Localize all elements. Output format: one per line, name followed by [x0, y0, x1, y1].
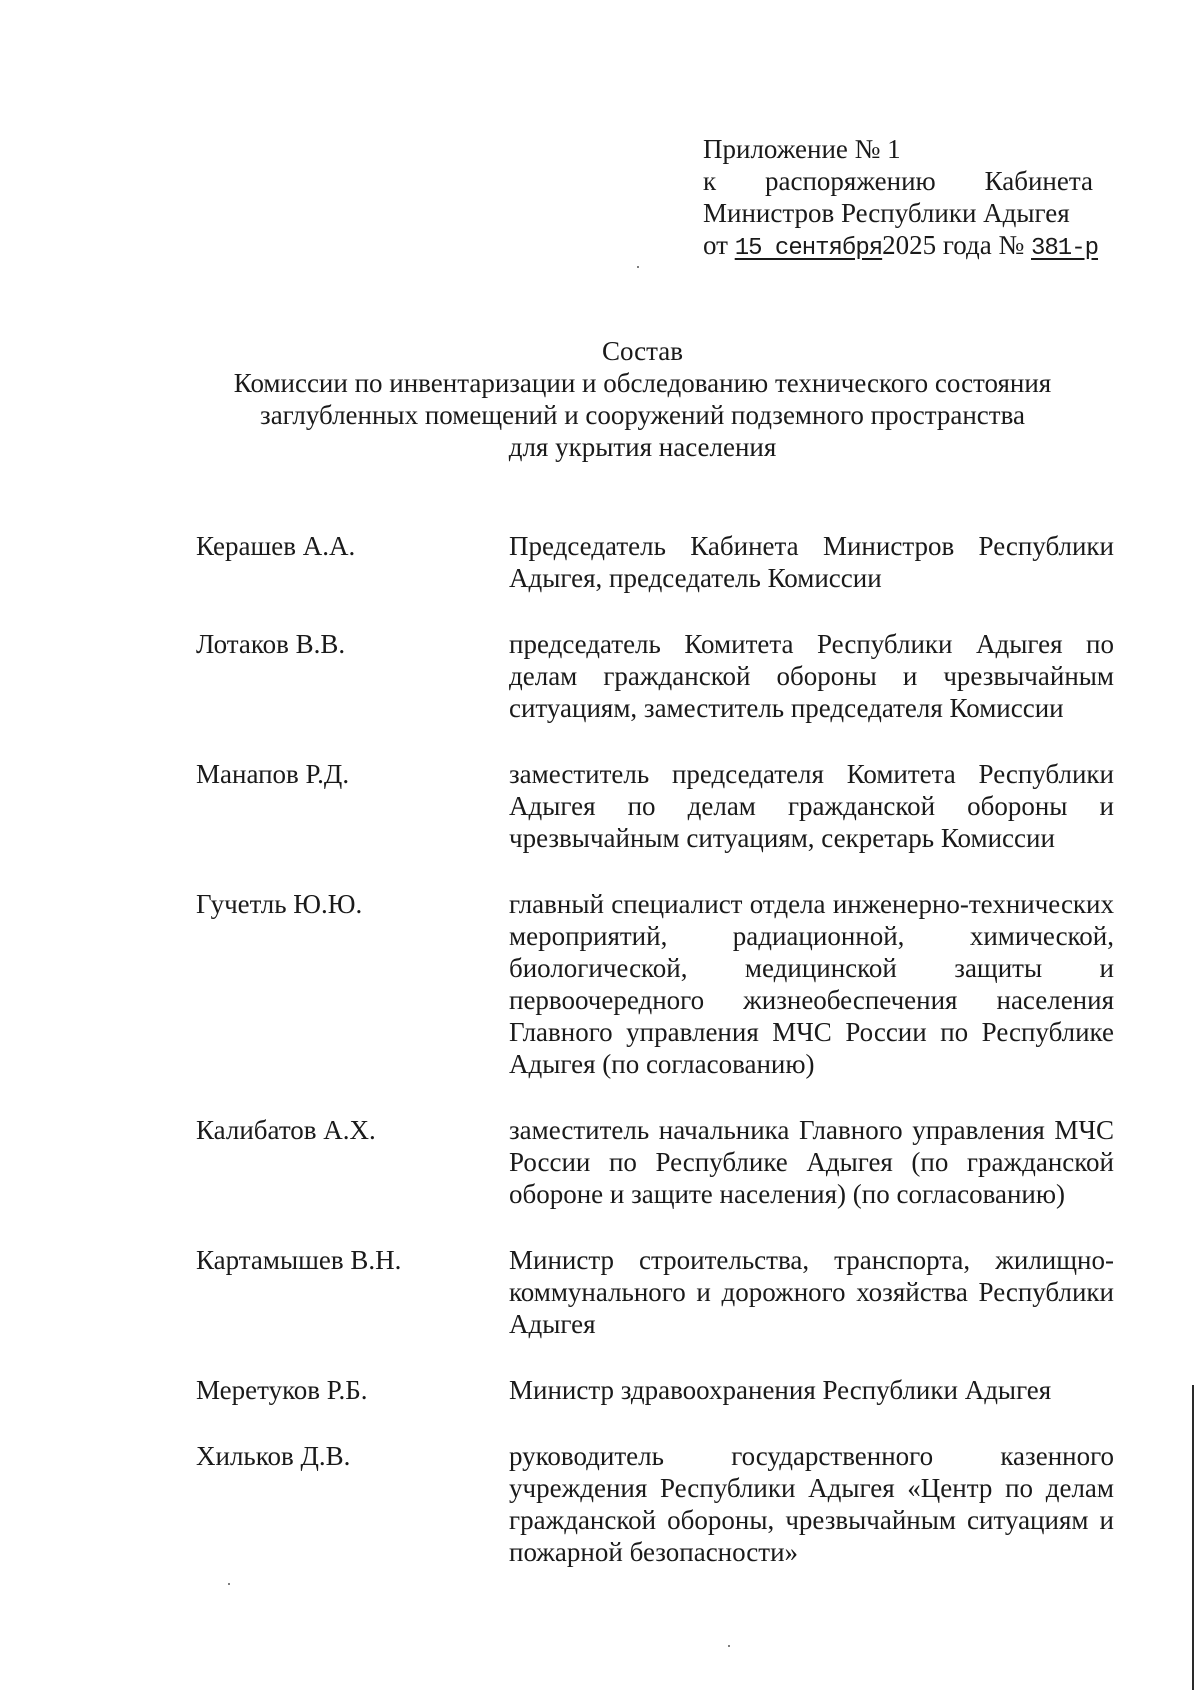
title-heading: Состав: [601, 336, 684, 366]
member-row: [196, 1440, 1116, 1568]
member-row: [196, 888, 1116, 1080]
member-row: [196, 530, 1116, 594]
appendix-word: Кабинета: [984, 166, 1093, 196]
member-role: заместитель начальника Главного управления МЧС России по Республике Адыгея (по гражданской обороне и защите населения) (по согласованию): [509, 1115, 1114, 1209]
title-line: для укрытия населения: [508, 432, 777, 462]
title-line: Комиссии по инвентаризации и обследованию технического состояния: [233, 368, 1052, 398]
member-name: Калибатов А.Х.: [196, 1115, 376, 1145]
member-name: Меретуков Р.Б.: [196, 1375, 368, 1405]
scan-speck: [637, 266, 639, 268]
scan-speck: [728, 1645, 730, 1647]
appendix-word: распоряжению: [765, 166, 936, 196]
member-name: Лотаков В.В.: [196, 629, 346, 659]
member-row: [196, 758, 1116, 854]
member-name: Гучетль Ю.Ю.: [196, 889, 363, 919]
date-prefix: от: [703, 230, 728, 260]
title-line: заглубленных помещений и сооружений подземного пространства: [260, 400, 1025, 430]
appendix-line-3: Министров Республики Адыгея: [703, 198, 1070, 228]
member-name: Картамышев В.Н.: [196, 1245, 402, 1275]
appendix-word: к: [703, 166, 717, 196]
member-role: Председатель Кабинета Министров Республики Адыгея, председатель Комиссии: [509, 531, 1114, 593]
year-text: 2025 года №: [882, 230, 1025, 260]
appendix-line-2: [703, 165, 1093, 197]
appendix-date-line: [703, 229, 1098, 265]
member-name: Керашев А.А.: [196, 531, 356, 561]
member-role: Министр строительства, транспорта, жилищно-коммунального и дорожного хозяйства Республики Адыгея: [509, 1245, 1114, 1339]
appendix-header: [703, 133, 1098, 265]
date-fill: 15 сентября: [734, 235, 883, 262]
member-role: Министр здравоохранения Республики Адыгея: [509, 1375, 1052, 1405]
member-row: [196, 628, 1116, 724]
member-role: руководитель государственного казенного учреждения Республики Адыгея «Центр по делам гражданской обороны, чрезвычайным ситуациям и пожарной безопасности»: [509, 1441, 1114, 1567]
member-row: [196, 1244, 1116, 1340]
member-role: главный специалист отдела инженерно-технических мероприятий, радиационной, химической, биологической, медицинской защиты и первоочередного жизнеобеспечения населения Главного управления МЧС России по Республике Адыгея (по согласованию): [509, 889, 1114, 1079]
member-name: Хильков Д.В.: [196, 1441, 351, 1471]
order-number-fill: 381-р: [1031, 235, 1099, 262]
member-list: [196, 530, 1116, 1568]
member-row: [196, 1114, 1116, 1210]
appendix-number: Приложение № 1: [703, 134, 901, 164]
scan-speck: [228, 1583, 230, 1585]
member-row: [196, 1374, 1116, 1406]
member-role: председатель Комитета Республики Адыгея по делам гражданской обороны и чрезвычайным ситуациям, заместитель председателя Комиссии: [509, 629, 1114, 723]
member-name: Манапов Р.Д.: [196, 759, 350, 789]
scan-edge-line: [1192, 1385, 1194, 1690]
document-title: [150, 335, 1135, 463]
member-role: заместитель председателя Комитета Республики Адыгея по делам гражданской обороны и чрезвычайным ситуациям, секретарь Комиссии: [509, 759, 1114, 853]
